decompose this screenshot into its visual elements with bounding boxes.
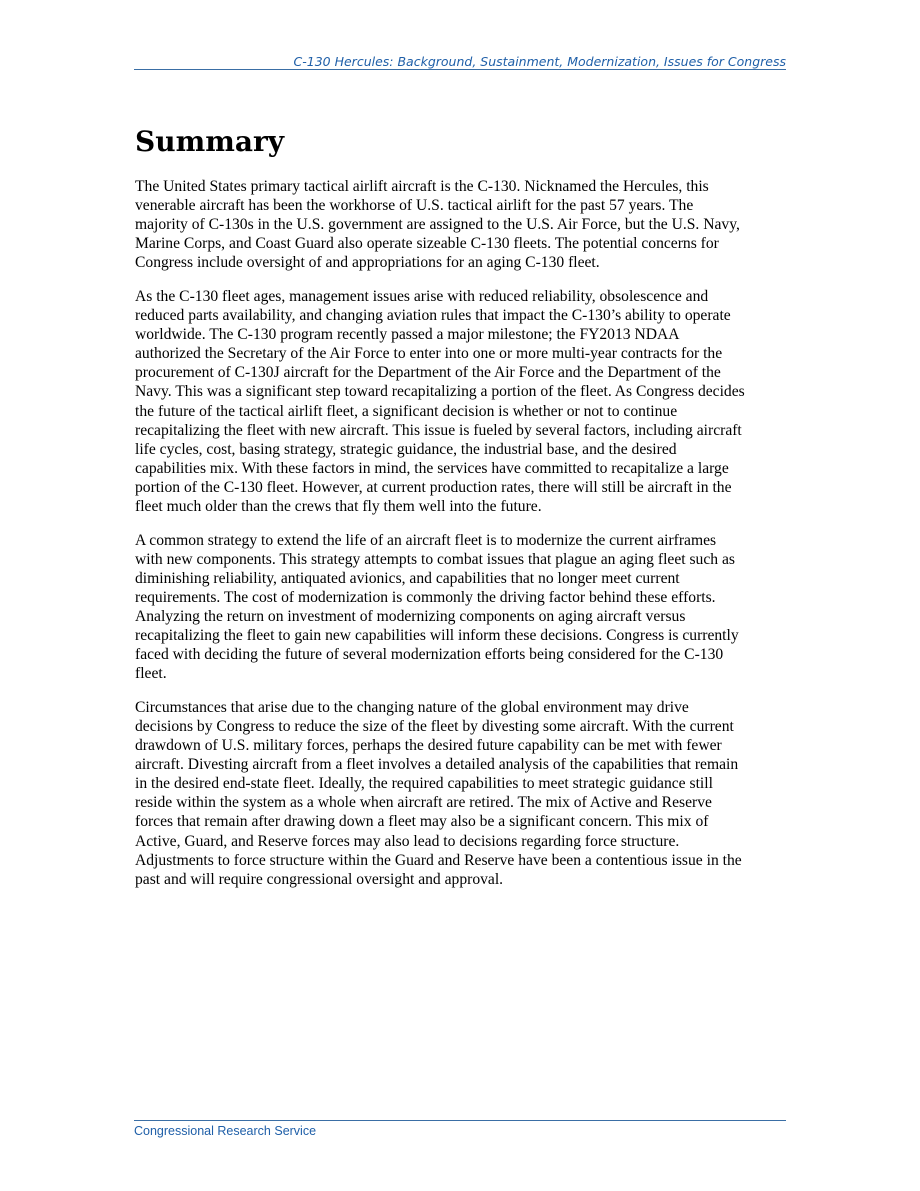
running-footer [134, 1120, 786, 1139]
footer-publisher: Congressional Research Service [134, 1124, 317, 1138]
paragraph-3: A common strategy to extend the life of an aircraft fleet is to modernize the current airframes with new components. This strategy attempts to combat issues that plague an aging fleet such as diminishing reliability, antiquated avionics, and capabilities that no longer meet current requirements. The cost of modernization is commonly the driving factor behind these efforts. Analyzing the return on investment of modernizing components on aging aircraft versus recapitalizing the fleet to gain new capabilities will inform these decisions. Congress is currently faced with deciding the future of several modernization efforts being considered for the C-130 fleet. [135, 531, 739, 683]
paragraph-1: The United States primary tactical airlift aircraft is the C-130. Nicknamed the Hercules, this venerable aircraft has been the workhorse of U.S. tactical airlift for the past 57 years. The majority of C-130s in the U.S. government are assigned to the U.S. Air Force, but the U.S. Navy, Marine Corps, and Coast Guard also operate sizeable C-130 fleets. The potential concerns for Congress include oversight of and appropriations for an aging C-130 fleet. [135, 178, 740, 272]
running-header [134, 54, 786, 70]
section-heading: Summary [135, 125, 284, 158]
body-text [135, 177, 785, 904]
running-header-title: C-130 Hercules: Background, Sustainment, Modernization, Issues for Congress [293, 54, 786, 69]
paragraph-2: As the C-130 fleet ages, management issues arise with reduced reliability, obsolescence and reduced parts availability, and changing aviation rules that impact the C-130’s ability to operate worldwide. The C-130 program recently passed a major milestone; the FY2013 NDAA authorized the Secretary of the Air Force to enter into one or more multi-year contracts for the procurement of C-130J aircraft for the Department of the Air Force and the Department of the Navy. This was a significant step toward recapitalizing a portion of the fleet. As Congress decides the future of the tactical airlift fleet, a significant decision is whether or not to continue recapitalizing the fleet with new aircraft. This issue is fueled by several factors, including aircraft life cycles, cost, basing strategy, strategic guidance, the industrial base, and the desired capabilities mix. With these factors in mind, the services have committed to recapitalize a large portion of the C-130 fleet. However, at current production rates, there will still be aircraft in the fleet much older than the crews that fly them well into the future. [135, 288, 745, 515]
paragraph-4: Circumstances that arise due to the changing nature of the global environment may drive decisions by Congress to reduce the size of the fleet by divesting some aircraft. With the current drawdown of U.S. military forces, perhaps the desired future capability can be met with fewer aircraft. Divesting aircraft from a fleet involves a detailed analysis of the capabilities that remain in the desired end-state fleet. Ideally, the required capabilities to meet strategic guidance still reside within the system as a whole when aircraft are retired. The mix of Active and Reserve forces that remain after drawing down a fleet may also be a significant concern. This mix of Active, Guard, and Reserve forces may also lead to decisions regarding force structure. Adjustments to force structure within the Guard and Reserve have been a contentious issue in the past and will require congressional oversight and approval. [135, 699, 742, 888]
